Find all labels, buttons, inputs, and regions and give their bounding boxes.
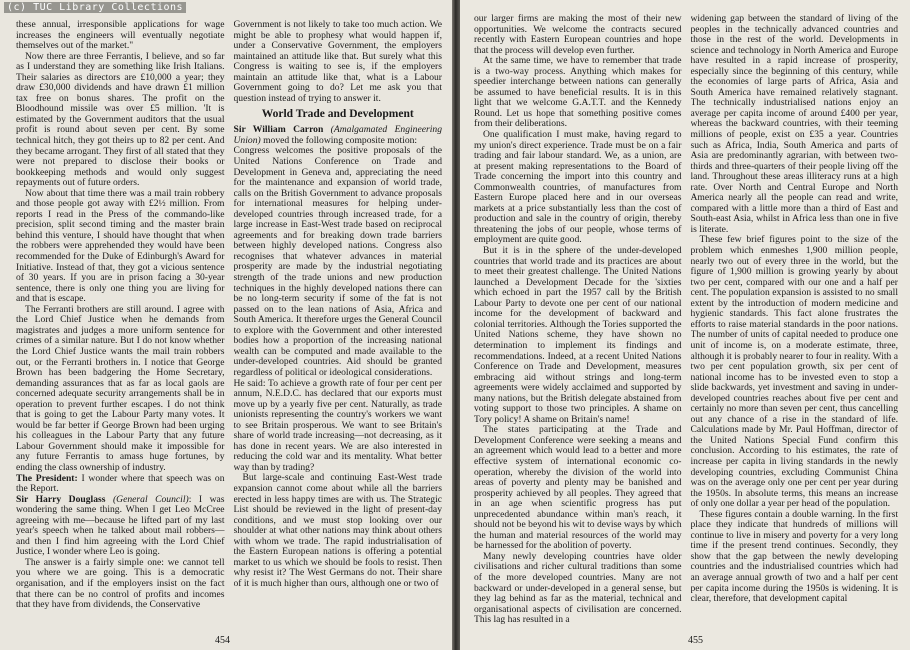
paragraph-text: But large-scale and continuing East-West trade expansion cannot come about while all the barriers erected in less happy times are with us. The Strategic List should be reviewed in the light of present-day conditions, and we must stop looking over our shoulder at what other nations may think about others with whom we trade. The rapid industrialisation of the Eastern European nations is offering a potential market to us which we should be fools to resist. Then why resist it? The West Germans do not. Their share of it is much higher than ours, although one or two of xyxy=(233,472,442,589)
paragraph xyxy=(16,189,225,305)
paragraph-text: The Ferranti brothers are still around. I agree with the Lord Chief Justice when he demands from magistrates and judges a more uniform sentence for crimes of a similar nature. But I do not know whether the Lord Chief Justice wants the mail train robbers out, or the Ferranti brothers in. I notice that George Brown has been badgering the Home Secretary, demanding assurances that as far as local gaols are concerned adequate security arrangements shall be in operation to prevent further escapes. I do not think that is going to get the Labour Party many votes. It would be far better if George Brown had been urging his colleagues in the Labour Party that any future Labour Government should make it impossible for any future Ferrantis to amass huge fortunes, by ending the class ownership of industry. xyxy=(16,303,225,473)
paragraph-text: These few brief figures point to the size of the problem which enmeshes 1,900 million people, nearly two out of every three in the world, but the figure of 1,900 million is growing yearly by about two per cent, compared with our one and a half per cent. The population expansion is assisted to no small extent by the introduction of modern medicine and hygienic standards. This fact alone frustrates the efforts to raise material standards in the poor nations. The number of units of capital needed to produce one unit of income is, on a moderate estimate, three, although it is probably nearer to four in reality. With a two per cent population growth, six per cent of national income has to be invested even to stop a slide backwards, yet investment and saving in under-developed countries reaches about five per cent and certainly no more than seven per cent, thus cancelling out any chance of a rise in the standard of life. Calculations made by Mr. Paul Hoffman, director of the United Nations Special Fund confirm this conclusion. According to his estimates, the rate of increase per capita in living standards in the newly developing countries, excluding Communist China was on the average only one per cent per year during the 1950s. In absolute terms, this means an increase of only one dollar a year per head of the population. xyxy=(690,234,898,510)
paragraph xyxy=(234,146,443,378)
paragraph xyxy=(691,510,899,605)
paragraph xyxy=(16,305,225,474)
paragraph-text: our larger firms are making the most of their new opportunities. We welcome the contracts secured recently with Eastern European countries and hope that the process will develop even further. xyxy=(474,14,682,56)
paragraph xyxy=(16,52,225,189)
paragraph-text: One qualification I must make, having regard to my union's direct experience. Trade must be on a fair trading and fair labour standard. We, as a union, are at present making representations to the Board of Trade concerning the import into this country and Commonwealth countries, of manufactures from Eastern Europe placed here and in our overseas markets at a price substantially less than the cost of production and sale in the country of origin, thereby threatening the jobs of our people, whose terms of employment are quite good. xyxy=(474,129,682,246)
speaker-organisation: (Amalgamated Engineering Union) xyxy=(233,124,442,146)
right-page xyxy=(460,0,910,650)
paragraph-text: These figures contain a double warning. In the first place they indicate that hundreds of millions will continue to live in misery and poverty for a very long time if the present trend continues. Secondly, they show that the gap between the newly developing countries and the industrialised countries which had an average annual growth of two and a half per cent per capita income during the 1950s is widening. It is clear, therefore, that development capital xyxy=(690,508,898,605)
page-number-right: 455 xyxy=(688,635,703,646)
paragraph-text: widening gap between the standard of living of the peoples in the technically advanced countries and those in the rest of the world. Developments in science and technology in North America and Europe have resulted in a rapid increase of prosperity, especially since the beginning of this century, while the economies of large parts of Africa, Asia and South America have remained relatively stagnant. The technically industrialised nations enjoy an average per capita income of around £400 per year, whereas the backward countries, with their teeming millions of people, exist on £35 a year. Countries such as Africa, India, South America and parts of Asia are predominantly agrarian, with between two-thirds and three-quarters of their people living off the land. Throughout these areas illiteracy runs at a high rate. Over North and Central Europe and North America nearly all the people can read and write, compared with a little more than a third of East and South-east Asia, whilst in Africa less than one in five is literate. xyxy=(690,14,898,235)
paragraph-text: Congress welcomes the positive proposals of the United Nations Conference on Trade and Development in Geneva and, appreciating the need for the maintenance and expansion of world trade, calls on the British Government to advance proposals for international measures for helping under-developed countries through increased trade, for a large increase in East-West trade based on reciprocal agreements and for breaking down trade barriers between highly developed nations. Congress also recognises that whatever advances in material prosperity are made by the industrial negotiating strength of the trade unions and new production techniques in the highly developed nations there can be no long-term security if some of the fat is not passed on to the lean nations of Asia, Africa and South America. It therefore urges the General Council to explore with the Government and other interested bodies how a proportion of the increasing national wealth can be computed and made available to the under-developed countries. Aid should be granted regardless of political or ideological considerations. xyxy=(233,145,442,378)
speaker-name: Sir Harry Douglass xyxy=(16,493,106,505)
paragraph-text: moved the following composite motion: xyxy=(260,134,418,146)
paragraph xyxy=(474,246,682,425)
speaker-organisation: (General Council) xyxy=(105,493,189,505)
section-heading: World Trade and Development xyxy=(261,108,414,121)
paragraph xyxy=(474,14,682,56)
paragraph xyxy=(16,558,225,611)
right-page-column-2 xyxy=(691,14,899,628)
paragraph-text: The answer is a fairly simple one: we cannot tell you where we are going. This is a democratic organisation, and if the employers insist on the fact that there can be no control of profits and incomes that they have from dividends, the Conservative xyxy=(16,556,225,611)
left-page-column-2 xyxy=(234,20,443,628)
paragraph xyxy=(474,425,682,552)
paragraph xyxy=(474,552,682,626)
paragraph xyxy=(234,125,443,146)
paragraph xyxy=(234,379,443,474)
paragraph xyxy=(16,495,225,558)
paragraph-text: Government is not likely to take too much action. We might be able to prophesy what would happen if, under a Conservative Government, the employers maintained an attitude like that. But surely what this Congress is waiting to see is, if the employers maintain an attitude like that, what is a Labour Government going to do? Let me ask you that question instead of trying to answer it. xyxy=(233,20,442,104)
book-gutter xyxy=(452,0,460,650)
paragraph xyxy=(474,130,682,246)
paragraph-text: Now there are three Ferrantis, I believe, and so far as I understand they are something like Irish Italians. Their salaries as directors are £10,000 a year; they draw £30,000 dividends and have drawn £1 million tax free on bonus shares. The profit on the Bloodhound missile was over £5 million. 'It is estimated by the Government auditors that the usual profit is round about seven per cent. By some technical hitch, they got theirs up to 82 per cent. And they became arrogant. They first of all stated that they were not prepared to disclose their books or bookkeeping methods and would only suggest repayments out of future orders. xyxy=(16,50,225,189)
paragraph-text: these annual, irresponsible applications for wage increases the engineers will eventually negotiate themselves out of the market." xyxy=(16,20,225,52)
paragraph-text: He said: To achieve a growth rate of four per cent per annum, N.E.D.C. has declared that our exports must move up by a yearly five per cent. Naturally, as trade unionists representing the country's workers we want to see Britain prosperous. We want to see Britain's share of world trade increasing—not decreasing, as it has done in recent years. We are also interested in reducing the cold war and its mentality. What better way than by trading? xyxy=(233,377,442,473)
paragraph xyxy=(234,473,443,589)
watermark-label: (c) TUC Library Collections xyxy=(4,2,186,13)
paragraph xyxy=(16,20,225,52)
paragraph-text: The states participating at the Trade and Development Conference were seeking a means and an agreement which would lead to a better and more effective system of international economic co-operation, whereby the division of the world into areas of poverty and plenty may be banished and prosperity achieved by all peoples. They agreed that in an age when scientific progress has put unprecedented abundance within man's reach, it should not be beyond his wit to devise ways by which the human and material resources of the world may be harnessed for the abolition of poverty. xyxy=(474,424,682,552)
speaker-name: Sir William Carron xyxy=(233,124,324,136)
left-page-column-1 xyxy=(16,20,225,628)
page-number-left: 454 xyxy=(215,635,230,646)
paragraph xyxy=(474,56,682,130)
speaker-name: The President: xyxy=(16,472,78,484)
paragraph xyxy=(691,14,899,235)
paragraph xyxy=(16,474,225,495)
paragraph xyxy=(234,20,443,104)
paragraph-text: : I was wondering the same thing. When I get Leo McCree agreeing with me—because he lifted part of my last year's speech when he talked about mail robbers—and then I find him agreeing with the Lord Chief Justice, I wonder where Leo is going. xyxy=(16,493,225,558)
paragraph xyxy=(691,235,899,509)
paragraph-text: But it is in the sphere of the under-developed countries that world trade and its practices are about to meet their greatest challenge. The United Nations launched a Development Decade for the 'sixties which echoed in part the 1957 call by the British Labour Party to devote one per cent of our national income for the development of backward and colonial territories. Although the Tories supported the United Nations scheme, they have shown no determination to implement its findings and recommendations. Indeed, at a recent United Nations Conference on Trade and Development, measures embracing aid without strings and long-term agreements were widely acclaimed and supported by many nations, but the British delegate abstained from voting support to those two principles. A shame on Tory policy! A shame on Britain's name! xyxy=(474,245,682,425)
left-page xyxy=(0,0,452,650)
right-page-column-1 xyxy=(474,14,682,628)
paragraph-text: Many newly developing countries have older civilisations and richer cultural traditions than some of the more developed countries. Many are not backward or under-developed in a general sense, but they lag behind as far as the material, technical and organisational aspects of civilisation are concerned. This lag has resulted in a xyxy=(474,550,682,626)
paragraph-text: At the same time, we have to remember that trade is a two-way process. Anything which makes for speedier interchange between nations can generally be assumed to have beneficial results. It is in this light that we welcome G.A.T.T. and the Kennedy Round. Let us hope that something positive comes from their deliberations. xyxy=(474,55,682,130)
paragraph-text: Now about that time there was a mail train robbery and those people got away with £2½ million. From reports I read in the Press of the commando-like precision, split second timing and the master brain behind this venture, I should have thought that when the robbers were apprehended they would have been recommended for the Duke of Edinburgh's Award for Initiative. Instead of that, they got a vicious sentence of 30 years. If you are in prison facing a 30-year sentence, there is only one thing you are living for and that is escape. xyxy=(16,187,225,305)
paragraph-text: I wonder where that speech was on the Report. xyxy=(16,472,225,495)
